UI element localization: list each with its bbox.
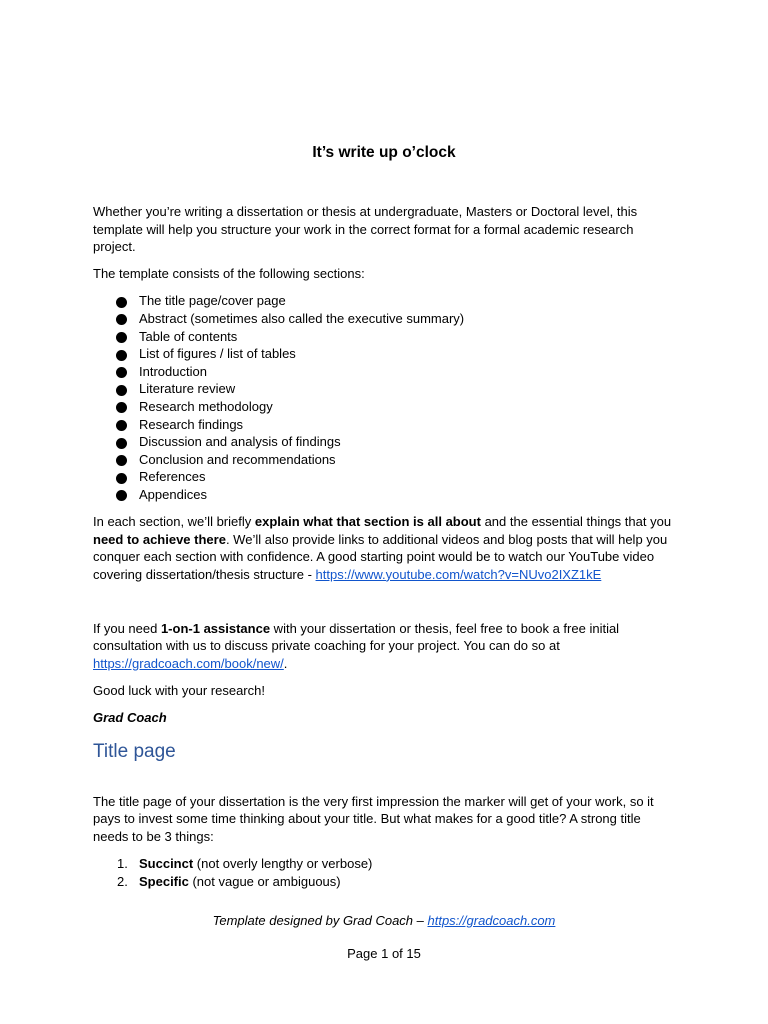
list-item: 2. Specific (not vague or ambiguous) bbox=[117, 873, 341, 889]
bullet-icon bbox=[116, 332, 127, 343]
page-number: Page 1 of 15 bbox=[347, 946, 421, 961]
bullet-icon bbox=[116, 402, 127, 413]
bullet-icon bbox=[116, 473, 127, 484]
sections-list bbox=[93, 292, 675, 503]
list-item: 1. Succinct (not overly lengthy or verbose) bbox=[117, 856, 373, 872]
spacer bbox=[93, 593, 675, 620]
bullet-icon bbox=[116, 420, 127, 431]
booking-link[interactable]: https://gradcoach.com/book/new/ bbox=[93, 656, 284, 672]
list-item: Introduction bbox=[93, 363, 675, 381]
intro-paragraph: Whether you’re writing a dissertation or thesis at undergraduate, Masters or Doctoral level, this template will help you structure your work in the correct format for a formal academic research project. bbox=[93, 204, 638, 255]
list-item: Literature review bbox=[93, 380, 675, 398]
bullet-icon bbox=[116, 350, 127, 361]
list-item: The title page/cover page bbox=[93, 292, 675, 310]
bullet-icon bbox=[116, 314, 127, 325]
bullet-icon bbox=[116, 297, 127, 308]
signature: Grad Coach bbox=[93, 710, 167, 726]
youtube-link[interactable]: https://www.youtube.com/watch?v=NUvo2IXZ1kE bbox=[315, 566, 602, 582]
list-item: Appendices bbox=[93, 486, 675, 504]
sections-lead: The template consists of the following sections: bbox=[93, 266, 365, 282]
list-item: List of figures / list of tables bbox=[93, 345, 675, 363]
document-page bbox=[93, 0, 675, 1024]
document-body bbox=[93, 203, 675, 890]
footer-credit: Template designed by Grad Coach – https://gradcoach.com bbox=[212, 913, 556, 928]
structure-paragraph: In each section, we’ll briefly explain what that section is all about and the essential things that you need to achieve there. We’ll also provide links to additional videos and blog posts that will help you conquer each section with confidence. A good starting point would be to watch our YouTube video covering dissertation/thesis structure - https://www.youtube.com/watch?v=NUvo2IXZ1kE bbox=[93, 514, 672, 582]
bullet-icon bbox=[116, 490, 127, 501]
list-item: Discussion and analysis of findings bbox=[93, 433, 675, 451]
title-page-heading: Title page bbox=[93, 740, 176, 762]
good-luck-text: Good luck with your research! bbox=[93, 683, 265, 699]
assistance-paragraph: If you need 1-on-1 assistance with your dissertation or thesis, feel free to book a free initial consultation with us to discuss private coaching for your project. You can do so at https://gradcoach.com/book/new/. bbox=[93, 620, 620, 672]
list-item: Conclusion and recommendations bbox=[93, 451, 675, 469]
list-item: Research findings bbox=[93, 416, 675, 434]
bullet-icon bbox=[116, 385, 127, 396]
gradcoach-link[interactable]: https://gradcoach.com bbox=[427, 913, 556, 928]
bullet-icon bbox=[116, 367, 127, 378]
document-title: It’s write up o’clock bbox=[312, 144, 456, 161]
title-qualities-list bbox=[93, 855, 675, 890]
list-item: References bbox=[93, 468, 675, 486]
bullet-icon bbox=[116, 455, 127, 466]
bullet-icon bbox=[116, 438, 127, 449]
list-item: Research methodology bbox=[93, 398, 675, 416]
list-item: Table of contents bbox=[93, 328, 675, 346]
list-item: Abstract (sometimes also called the executive summary) bbox=[93, 310, 675, 328]
title-page-paragraph: The title page of your dissertation is the very first impression the marker will get of your work, so it pays to invest some time thinking about your title. But what makes for a good title? A strong title needs to be 3 things: bbox=[93, 793, 654, 845]
